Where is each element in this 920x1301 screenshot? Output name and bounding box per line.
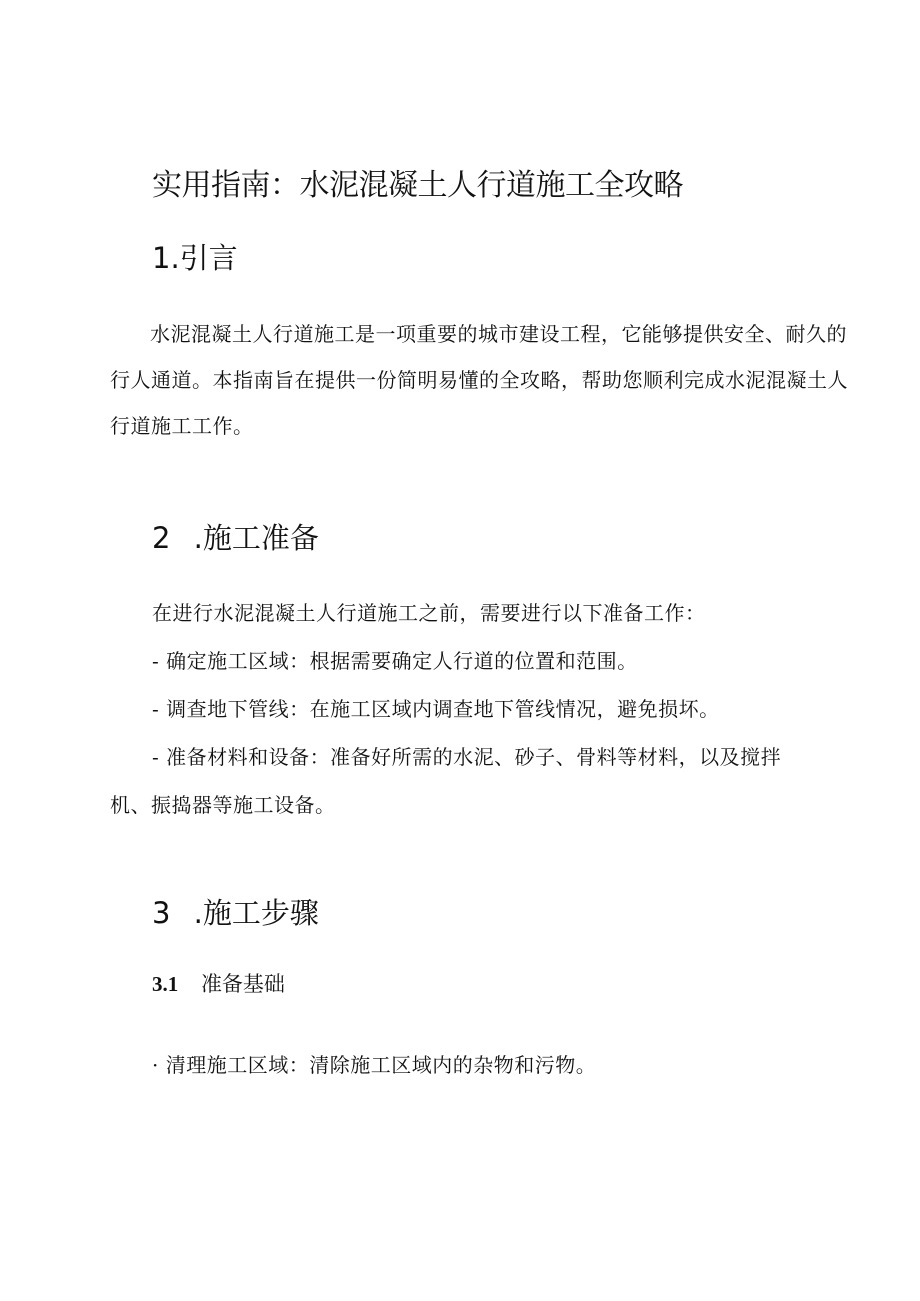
subsection-title: 准备基础 [200,972,285,996]
list-item-continuation: 机、振捣器等施工设备。 [110,793,336,817]
document-title: 实用指南：水泥混凝土人行道施工全攻略 [152,168,683,203]
list-item: · 清理施工区域：清除施工区域内的杂物和污物。 [152,1053,597,1077]
list-item: - 确定施工区域：根据需要确定人行道的位置和范围。 [152,649,638,673]
list-item: - 调查地下管线：在施工区域内调查地下管线情况，避免损坏。 [152,697,720,721]
list-item: - 准备材料和设备：准备好所需的水泥、砂子、骨料等材料，以及搅拌 [152,745,782,769]
introduction-paragraph: 水泥混凝土人行道施工是一项重要的城市建设工程，它能够提供安全、耐久的行人通道。本指南旨在提供一份简明易懂的全攻略，帮助您顺利完成水泥混凝土人行道施工工作。 [110,322,848,438]
preparation-intro: 在进行水泥混凝土人行道施工之前，需要进行以下准备工作： [152,601,706,625]
section-title: .施工准备 [193,521,319,555]
section-heading-introduction: 1.引言 [152,241,238,275]
section-number: 2 [152,521,171,555]
section-number: 3 [152,896,171,930]
section-title: .施工步骤 [193,896,319,930]
section-heading-steps [152,893,319,933]
subsection-number: 3.1 [152,972,179,996]
subsection-heading-foundation [152,969,285,999]
section-heading-preparation [152,518,319,558]
